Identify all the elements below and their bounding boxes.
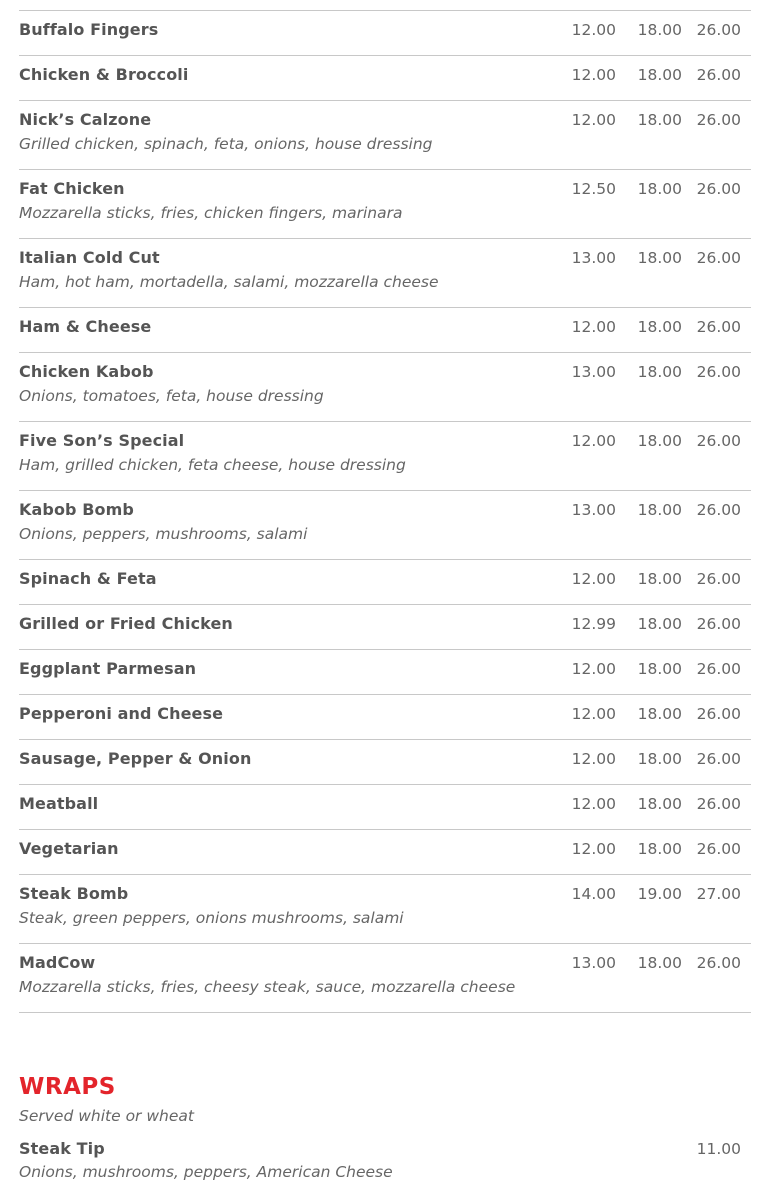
menu-item-price: 18.00 <box>637 795 682 813</box>
menu-item-price: 14.00 <box>571 885 616 903</box>
menu-item-name: Ham & Cheese <box>19 317 152 336</box>
menu-item-price: 13.00 <box>571 501 616 519</box>
menu-item-row <box>19 875 751 944</box>
menu-item-price: 26.00 <box>696 180 741 198</box>
menu-item-row <box>19 239 751 308</box>
menu-item-name: Chicken Kabob <box>19 362 154 381</box>
menu-item-row <box>19 491 751 560</box>
menu-item-price: 12.00 <box>571 750 616 768</box>
menu-item-name: Five Son’s Special <box>19 431 185 450</box>
menu-item-description: Onions, peppers, mushrooms, salami <box>19 525 308 543</box>
menu-item-price: 18.00 <box>637 318 682 336</box>
menu-item-description: Grilled chicken, spinach, feta, onions, house dressing <box>19 135 433 153</box>
menu-item-price: 12.99 <box>571 615 616 633</box>
menu-item-price: 26.00 <box>696 318 741 336</box>
menu-item-name: Nick’s Calzone <box>19 110 152 129</box>
menu-item-price: 26.00 <box>696 795 741 813</box>
menu-item-price: 18.00 <box>637 615 682 633</box>
wrap-item-price: 11.00 <box>696 1140 741 1158</box>
menu-item-description: Mozzarella sticks, fries, cheesy steak, sauce, mozzarella cheese <box>19 978 516 996</box>
menu-item-price: 12.00 <box>571 840 616 858</box>
menu-item-price: 12.50 <box>571 180 616 198</box>
menu-item-price: 26.00 <box>696 249 741 267</box>
menu-item-price: 13.00 <box>571 249 616 267</box>
menu-item-price: 18.00 <box>637 705 682 723</box>
menu-item-name: Spinach & Feta <box>19 569 157 588</box>
menu-item-description: Steak, green peppers, onions mushrooms, salami <box>19 909 404 927</box>
menu-item-name: Vegetarian <box>19 839 119 858</box>
menu-item-name: Pepperoni and Cheese <box>19 704 224 723</box>
menu-item-name: Grilled or Fried Chicken <box>19 614 233 633</box>
menu-item-price: 26.00 <box>696 111 741 129</box>
menu-item-row <box>19 11 751 56</box>
menu-item-price: 26.00 <box>696 750 741 768</box>
menu-item-price: 18.00 <box>637 180 682 198</box>
menu-item-price: 26.00 <box>696 432 741 450</box>
menu-item-price: 18.00 <box>637 840 682 858</box>
menu-item-price: 12.00 <box>571 570 616 588</box>
menu-item-row <box>19 422 751 491</box>
menu-item-name: Meatball <box>19 794 99 813</box>
menu-item-price: 26.00 <box>696 570 741 588</box>
menu-item-row <box>19 650 751 695</box>
menu-item-row <box>19 605 751 650</box>
menu-item-row <box>19 101 751 170</box>
menu-item-row <box>19 830 751 875</box>
menu-item-price: 27.00 <box>696 885 741 903</box>
menu-item-name: Italian Cold Cut <box>19 248 160 267</box>
section-title: WRAPS <box>19 1074 116 1100</box>
menu-item-price: 12.00 <box>571 795 616 813</box>
menu-item-price: 26.00 <box>696 705 741 723</box>
menu-item-price: 18.00 <box>637 501 682 519</box>
menu-item-name: Kabob Bomb <box>19 500 134 519</box>
menu-item-price: 18.00 <box>637 570 682 588</box>
menu-item-price: 12.00 <box>571 111 616 129</box>
menu-item-price: 13.00 <box>571 363 616 381</box>
menu-item-row <box>19 353 751 422</box>
menu-item-price: 18.00 <box>637 66 682 84</box>
menu-item-price: 18.00 <box>637 750 682 768</box>
menu-item-name: Eggplant Parmesan <box>19 659 197 678</box>
menu-item-row <box>19 785 751 830</box>
menu-item-name: Fat Chicken <box>19 179 125 198</box>
menu-item-price: 26.00 <box>696 363 741 381</box>
menu-item-row <box>19 170 751 239</box>
menu-item-description: Ham, hot ham, mortadella, salami, mozzarella cheese <box>19 273 439 291</box>
menu-item-description: Ham, grilled chicken, feta cheese, house dressing <box>19 456 406 474</box>
menu-item-price: 18.00 <box>637 111 682 129</box>
menu-item-price: 12.00 <box>571 432 616 450</box>
wrap-item-description: Onions, mushrooms, peppers, American Cheese <box>19 1163 393 1181</box>
menu-item-price: 26.00 <box>696 615 741 633</box>
menu-item-price: 26.00 <box>696 660 741 678</box>
menu-list <box>19 0 751 1013</box>
wrap-item-name: Steak Tip <box>19 1139 105 1158</box>
menu-item-price: 26.00 <box>696 501 741 519</box>
menu-item-price: 26.00 <box>696 954 741 972</box>
menu-item-name: Chicken & Broccoli <box>19 65 189 84</box>
menu-item-description: Onions, tomatoes, feta, house dressing <box>19 387 324 405</box>
menu-item-row <box>19 308 751 353</box>
menu-item-name: Sausage, Pepper & Onion <box>19 749 252 768</box>
wrap-list <box>19 1139 751 1199</box>
wrap-item-row <box>19 1139 751 1199</box>
menu-item-row <box>19 944 751 1013</box>
menu-item-row <box>19 0 751 11</box>
section-note: Served white or wheat <box>19 1107 194 1125</box>
menu-item-price: 12.00 <box>571 318 616 336</box>
menu-item-price: 18.00 <box>637 21 682 39</box>
menu-item-price: 26.00 <box>696 21 741 39</box>
menu-item-name: Buffalo Fingers <box>19 20 159 39</box>
menu-item-price: 26.00 <box>696 840 741 858</box>
menu-item-row <box>19 695 751 740</box>
menu-item-price: 12.00 <box>571 660 616 678</box>
menu-item-price: 12.00 <box>571 705 616 723</box>
menu-item-price: 18.00 <box>637 432 682 450</box>
menu-item-row <box>19 560 751 605</box>
menu-item-price: 18.00 <box>637 954 682 972</box>
menu-item-row <box>19 56 751 101</box>
menu-item-price: 18.00 <box>637 363 682 381</box>
menu-item-name: Steak Bomb <box>19 884 129 903</box>
menu-item-price: 18.00 <box>637 660 682 678</box>
menu-item-price: 13.00 <box>571 954 616 972</box>
menu-item-price: 18.00 <box>637 249 682 267</box>
menu-item-description: Mozzarella sticks, fries, chicken fingers, marinara <box>19 204 403 222</box>
menu-item-price: 26.00 <box>696 66 741 84</box>
menu-item-row <box>19 740 751 785</box>
menu-item-price: 12.00 <box>571 21 616 39</box>
menu-item-price: 19.00 <box>637 885 682 903</box>
menu-item-name: MadCow <box>19 953 96 972</box>
menu-item-price: 12.00 <box>571 66 616 84</box>
wraps-section <box>19 1076 751 1199</box>
